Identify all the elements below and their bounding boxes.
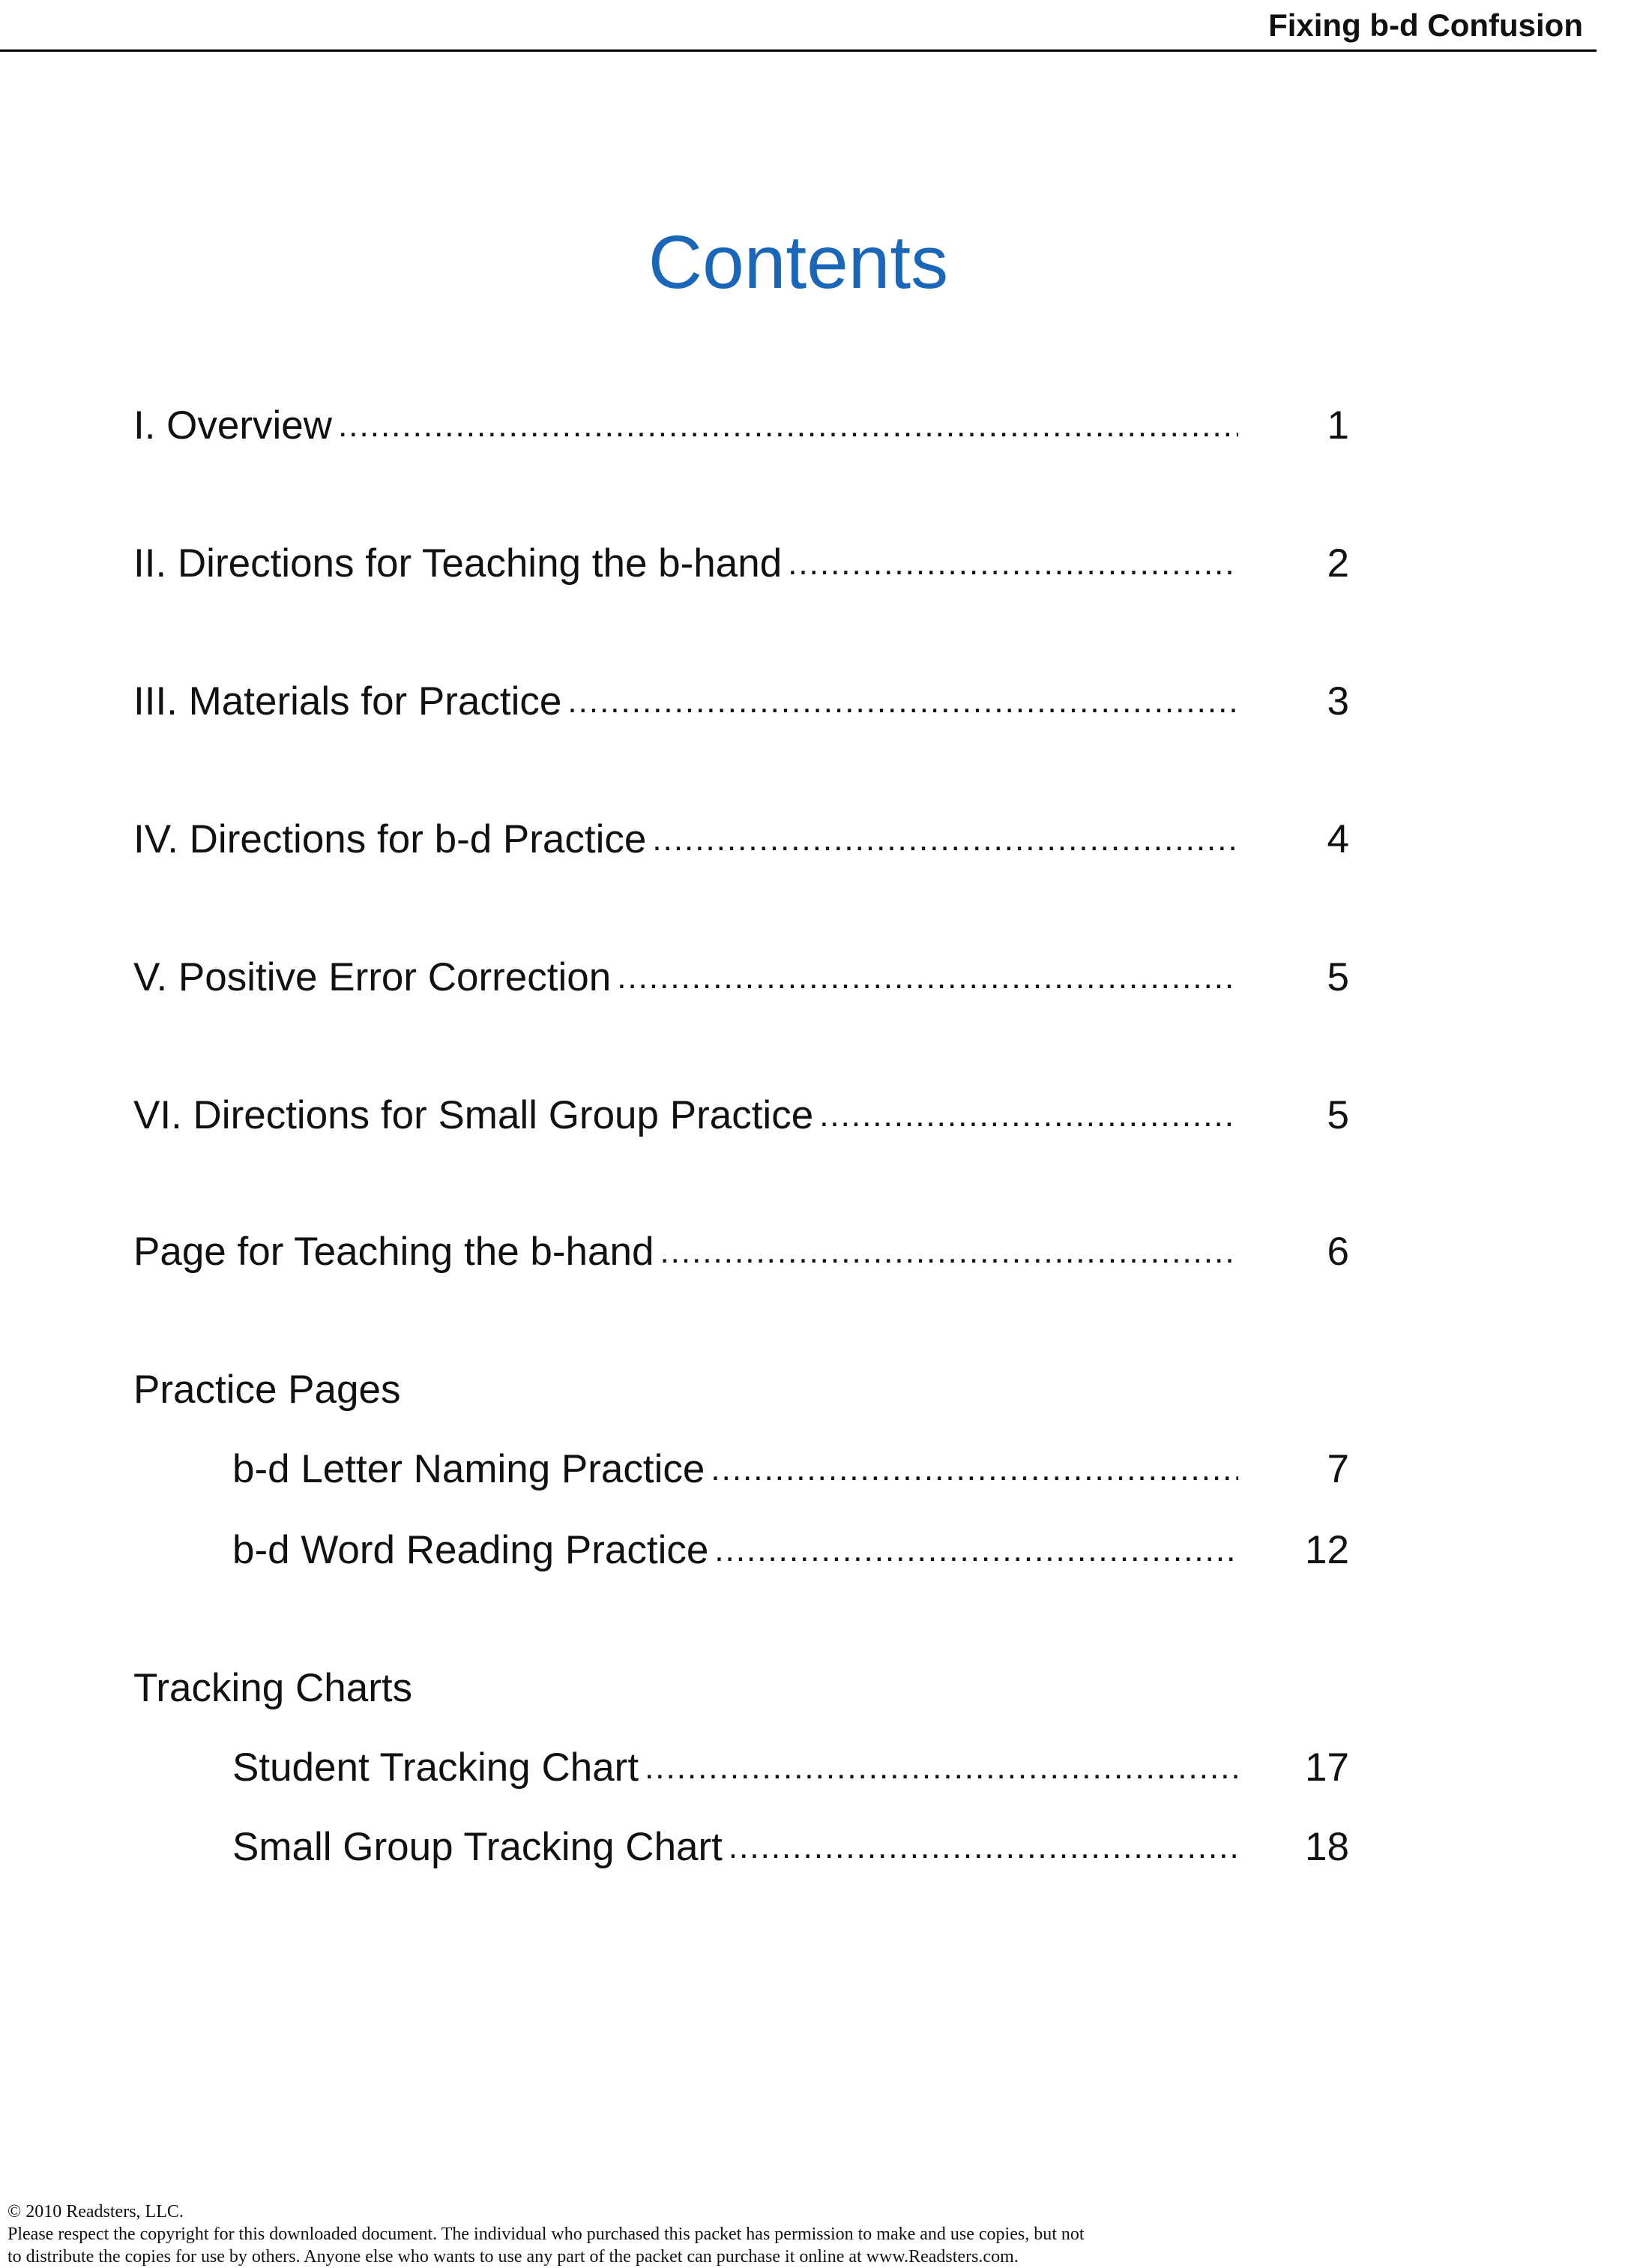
toc-section-heading-practice-pages: Practice Pages bbox=[133, 1368, 401, 1412]
toc-entry-page: 18 bbox=[1305, 1825, 1349, 1869]
dot-leader bbox=[819, 1093, 1238, 1138]
dot-leader bbox=[645, 1745, 1238, 1790]
dot-leader bbox=[617, 955, 1238, 1000]
dot-leader bbox=[788, 541, 1238, 586]
footer-line: to distribute the copies for use by others. Anyone else who wants to use any part of the packet can purchase it online at www.Readsters.com. bbox=[7, 2247, 1019, 2267]
copyright-footer bbox=[7, 2201, 1597, 2268]
toc-entry-label: I. Overview bbox=[133, 403, 333, 448]
page-title: Contents bbox=[648, 220, 949, 304]
toc-entry-page-for-teaching[interactable] bbox=[133, 1230, 1349, 1275]
toc-entry-teaching-b-hand[interactable] bbox=[133, 541, 1349, 586]
dot-leader bbox=[338, 403, 1238, 448]
dot-leader bbox=[714, 1528, 1238, 1573]
toc-entry-student-tracking[interactable] bbox=[232, 1745, 1349, 1790]
toc-entry-label: Student Tracking Chart bbox=[232, 1745, 639, 1790]
dot-leader bbox=[711, 1447, 1238, 1492]
toc-entry-page: 2 bbox=[1327, 541, 1349, 586]
toc-entry-label: b-d Letter Naming Practice bbox=[232, 1447, 705, 1491]
toc-entry-small-group-tracking[interactable] bbox=[232, 1825, 1349, 1870]
toc-entry-error-correction[interactable] bbox=[133, 955, 1349, 1000]
toc-entry-word-reading[interactable] bbox=[232, 1528, 1349, 1573]
toc-entry-small-group[interactable] bbox=[133, 1093, 1349, 1138]
toc-entry-page: 1 bbox=[1327, 403, 1349, 448]
header-rule bbox=[0, 49, 1597, 52]
toc-entry-page: 6 bbox=[1327, 1230, 1349, 1274]
toc-entry-bd-practice[interactable] bbox=[133, 817, 1349, 862]
dot-leader bbox=[652, 817, 1238, 862]
toc-entry-page: 7 bbox=[1327, 1447, 1349, 1491]
header-title: Fixing b-d Confusion bbox=[1268, 7, 1583, 43]
toc-entry-label: Page for Teaching the b-hand bbox=[133, 1230, 654, 1274]
toc-entry-page: 5 bbox=[1327, 1093, 1349, 1137]
toc-entry-label: VI. Directions for Small Group Practice bbox=[133, 1093, 814, 1137]
toc-entry-page: 4 bbox=[1327, 817, 1349, 861]
toc-entry-overview[interactable] bbox=[133, 403, 1349, 448]
toc-entry-label: Small Group Tracking Chart bbox=[232, 1825, 723, 1869]
toc-entry-label: V. Positive Error Correction bbox=[133, 955, 612, 999]
toc-entry-letter-naming[interactable] bbox=[232, 1447, 1349, 1492]
dot-leader bbox=[660, 1230, 1238, 1275]
toc-entry-label: b-d Word Reading Practice bbox=[232, 1528, 709, 1572]
toc-entry-label: IV. Directions for b-d Practice bbox=[133, 817, 647, 861]
toc-entry-page: 17 bbox=[1305, 1745, 1349, 1790]
toc-entry-materials[interactable] bbox=[133, 679, 1349, 724]
toc-section-heading-tracking-charts: Tracking Charts bbox=[133, 1666, 413, 1710]
toc-entry-page: 5 bbox=[1327, 955, 1349, 999]
toc-entry-page: 12 bbox=[1305, 1528, 1349, 1572]
footer-line: Please respect the copyright for this downloaded document. The individual who purchased this packet has permission to make and use copies, but not bbox=[7, 2225, 1085, 2244]
footer-line: © 2010 Readsters, LLC. bbox=[7, 2202, 184, 2222]
toc-entry-label: III. Materials for Practice bbox=[133, 679, 562, 724]
dot-leader bbox=[567, 679, 1238, 724]
toc-entry-page: 3 bbox=[1327, 679, 1349, 724]
dot-leader bbox=[729, 1825, 1238, 1870]
toc-entry-label: II. Directions for Teaching the b-hand bbox=[133, 541, 783, 586]
